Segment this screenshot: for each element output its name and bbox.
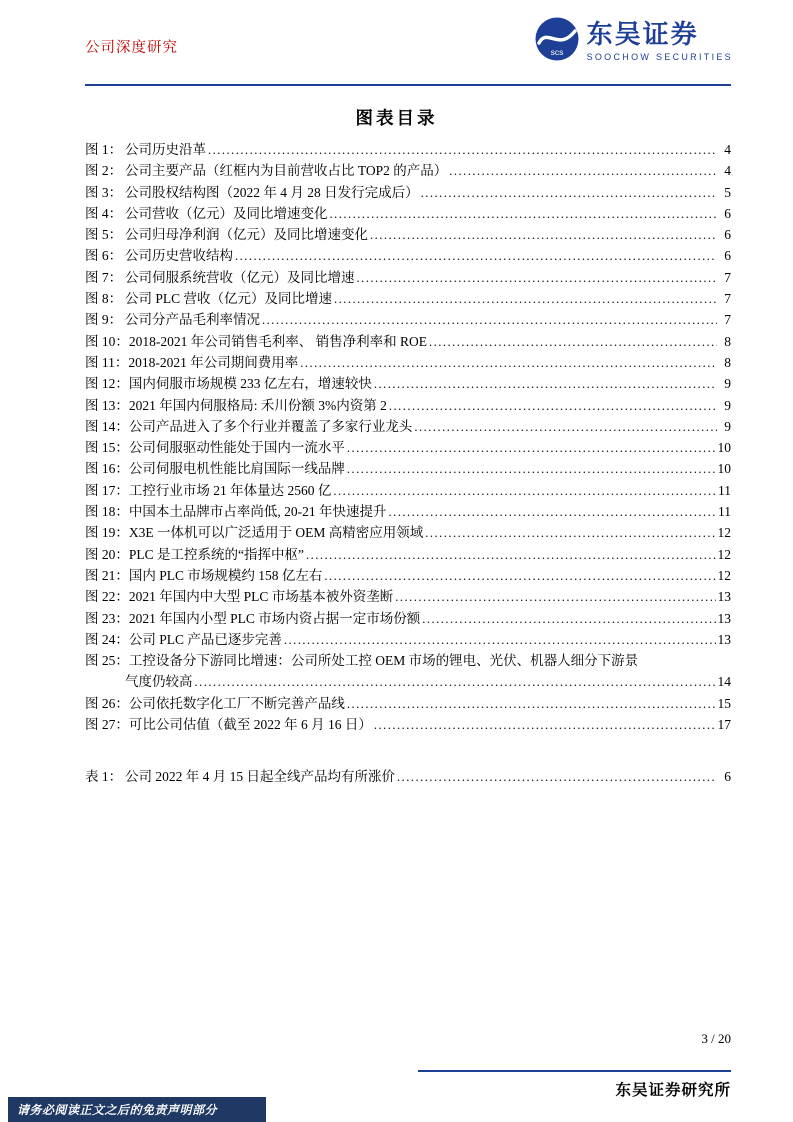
toc-entry[interactable] bbox=[85, 139, 731, 160]
toc-entry-text: 公司主要产品（红框内为目前营收占比 TOP2 的产品） bbox=[125, 163, 448, 179]
toc-entry-page: 10 bbox=[717, 461, 731, 477]
toc-entry-text: 公司依托数字化工厂不断完善产品线 bbox=[128, 695, 345, 711]
toc-dot-leader bbox=[195, 671, 716, 692]
toc-entry-text: 公司股权结构图（2022 年 4 月 28 日发行完成后） bbox=[125, 184, 419, 200]
toc-entry-text: 中国本土品牌市占率尚低, 20-21 年快速提升 bbox=[128, 504, 387, 520]
toc-entry-label: 图 8： bbox=[85, 291, 123, 307]
toc-entry-label: 图 23： bbox=[85, 610, 129, 626]
toc-dot-leader bbox=[284, 629, 716, 650]
toc-entry-page: 8 bbox=[724, 354, 731, 370]
toc-entry-label: 表 1： bbox=[85, 769, 123, 785]
toc-dot-leader bbox=[425, 522, 715, 543]
toc-entry[interactable] bbox=[85, 522, 731, 543]
toc-entry-text: 公司营收（亿元）及同比增速变化 bbox=[125, 205, 328, 221]
toc-entry-label: 图 12： bbox=[85, 376, 129, 392]
page-number: 3 / 20 bbox=[701, 1031, 731, 1046]
toc-dot-leader bbox=[330, 203, 718, 224]
toc-entry-page: 5 bbox=[724, 184, 731, 200]
toc-entry-label: 图 24： bbox=[85, 631, 129, 647]
toc-entry-text: 公司伺服系统营收（亿元）及同比增速 bbox=[125, 269, 355, 285]
brand-name-en: SOOCHOW SECURITIES bbox=[586, 51, 733, 62]
toc-entry-text: 公司 2022 年 4 月 15 日起全线产品均有所涨价 bbox=[125, 769, 395, 785]
toc-entry-text: 工控设备分下游同比增速：公司所处工控 OEM 市场的锂电、光伏、机器人细分下游景 bbox=[128, 653, 639, 669]
toc-entry[interactable] bbox=[85, 224, 731, 245]
toc-dot-leader bbox=[449, 160, 717, 181]
toc-entry-text: 2021 年国内中大型 PLC 市场基本被外资垄断 bbox=[128, 589, 394, 605]
toc-entry-text: PLC 是工控系统的“指挥中枢” bbox=[128, 546, 304, 562]
toc-entry-label: 图 2： bbox=[85, 163, 123, 179]
toc-entry-text: 公司伺服电机性能比肩国际一线品牌 bbox=[128, 461, 345, 477]
toc-entry-page: 11 bbox=[718, 482, 731, 498]
brand-name-cn: 东吴证券 bbox=[586, 20, 699, 50]
toc-entry[interactable] bbox=[85, 416, 731, 437]
toc-entry-page: 8 bbox=[724, 333, 731, 349]
toc-entry-page: 15 bbox=[717, 695, 731, 711]
toc-entry[interactable] bbox=[85, 458, 731, 479]
toc-entry[interactable] bbox=[85, 586, 731, 607]
toc-entry-label: 图 11： bbox=[85, 354, 129, 370]
toc-entry-continued[interactable] bbox=[85, 671, 731, 692]
toc-entry-text: 公司分产品毛利率情况 bbox=[125, 312, 260, 328]
toc-entry-text: 2018-2021 年公司销售毛利率、 销售净利率和 ROE bbox=[128, 333, 427, 349]
toc-dot-leader bbox=[208, 139, 717, 160]
toc-entry[interactable] bbox=[85, 352, 731, 373]
toc-dot-leader bbox=[414, 416, 717, 437]
toc-dot-leader bbox=[370, 224, 717, 245]
toc-entry-label: 图 25： bbox=[85, 653, 129, 669]
toc-entry-text: 公司历史营收结构 bbox=[125, 248, 233, 264]
toc-entry[interactable] bbox=[85, 245, 731, 266]
toc-entry-label: 图 5： bbox=[85, 227, 123, 243]
toc-entry-page: 7 bbox=[724, 312, 731, 328]
toc-dot-leader bbox=[395, 586, 715, 607]
toc-entry[interactable] bbox=[85, 480, 731, 501]
toc-entry[interactable] bbox=[85, 714, 731, 735]
toc-dot-leader bbox=[333, 480, 716, 501]
toc-dot-leader bbox=[374, 373, 717, 394]
toc-entry[interactable] bbox=[85, 182, 731, 203]
research-institute-label: 东吴证券研究所 bbox=[615, 1082, 731, 1099]
toc-dot-leader bbox=[235, 245, 717, 266]
toc-entry-text: 气度仍较高 bbox=[125, 674, 193, 690]
toc-entry-label: 图 15： bbox=[85, 440, 129, 456]
report-category-label: 公司深度研究 bbox=[85, 40, 178, 56]
toc-entry[interactable] bbox=[85, 650, 731, 671]
toc-entry-label: 图 4： bbox=[85, 205, 123, 221]
toc-entry-page: 10 bbox=[717, 440, 731, 456]
toc-entry-text: 公司归母净利润（亿元）及同比增速变化 bbox=[125, 227, 368, 243]
toc-entry[interactable] bbox=[85, 501, 731, 522]
toc-dot-leader bbox=[262, 309, 717, 330]
toc-entry-page: 13 bbox=[717, 631, 731, 647]
toc-dot-leader bbox=[300, 352, 717, 373]
brand-wordmark bbox=[587, 21, 733, 62]
toc-entry[interactable] bbox=[85, 437, 731, 458]
toc-entry-text: 国内 PLC 市场规模约 158 亿左右 bbox=[128, 567, 323, 583]
toc-entry[interactable] bbox=[85, 160, 731, 181]
toc-entry-label: 图 10： bbox=[85, 333, 129, 349]
toc-figure-list bbox=[85, 139, 731, 735]
page-title: 图表目录 bbox=[355, 108, 438, 128]
toc-entry[interactable] bbox=[85, 608, 731, 629]
toc-entry-text: 工控行业市场 21 年体量达 2560 亿 bbox=[128, 482, 332, 498]
soochow-emblem-icon bbox=[534, 16, 580, 67]
toc-entry-page: 6 bbox=[724, 769, 731, 785]
toc-entry-page: 12 bbox=[717, 546, 731, 562]
toc-entry[interactable] bbox=[85, 395, 731, 416]
toc-entry-page: 6 bbox=[724, 205, 731, 221]
toc-entry-text: 国内伺服市场规模 233 亿左右，增速较快 bbox=[128, 376, 372, 392]
toc-entry-label: 图 27： bbox=[85, 717, 129, 733]
toc-entry-text: 公司历史沿革 bbox=[125, 142, 206, 157]
toc-entry[interactable] bbox=[85, 203, 731, 224]
toc-entry-label: 图 26： bbox=[85, 695, 129, 711]
toc-dot-leader bbox=[347, 458, 716, 479]
toc-dot-leader bbox=[397, 766, 717, 787]
toc-entry-page: 7 bbox=[724, 269, 731, 285]
toc-entry-page: 7 bbox=[724, 291, 731, 307]
toc-dot-leader bbox=[347, 693, 716, 714]
toc-entry[interactable] bbox=[85, 373, 731, 394]
toc-dot-leader bbox=[306, 544, 716, 565]
toc-entry-text: 公司 PLC 营收（亿元）及同比增速 bbox=[125, 291, 333, 307]
toc-entry-page: 13 bbox=[717, 589, 731, 605]
toc-entry[interactable] bbox=[85, 288, 731, 309]
toc-entry-label: 图 14： bbox=[85, 418, 129, 434]
toc-entry-page: 17 bbox=[717, 717, 731, 733]
toc-entry-label: 图 19： bbox=[85, 525, 129, 541]
toc-dot-leader bbox=[357, 267, 718, 288]
toc-entry-label: 图 16： bbox=[85, 461, 129, 477]
toc-entry[interactable] bbox=[85, 565, 731, 586]
toc-entry-page: 6 bbox=[724, 227, 731, 243]
header-divider bbox=[85, 84, 731, 86]
footer-divider bbox=[418, 1070, 731, 1072]
toc-dot-leader bbox=[421, 182, 717, 203]
toc-entry-label: 图 9： bbox=[85, 312, 123, 328]
toc-entry-page: 9 bbox=[724, 376, 731, 392]
toc-entry-label: 图 6： bbox=[85, 248, 123, 264]
toc-dot-leader bbox=[334, 288, 717, 309]
toc-entry[interactable] bbox=[85, 766, 731, 787]
toc-entry[interactable] bbox=[85, 629, 731, 650]
toc-entry-page: 13 bbox=[717, 610, 731, 626]
toc-dot-leader bbox=[429, 331, 717, 352]
toc-entry-page: 4 bbox=[724, 142, 731, 157]
toc-entry-label: 图 3： bbox=[85, 184, 123, 200]
toc-entry-page: 12 bbox=[717, 525, 731, 541]
toc-dot-leader bbox=[389, 395, 717, 416]
toc-dot-leader bbox=[422, 608, 715, 629]
toc-entry-text: 2018-2021 年公司期间费用率 bbox=[128, 354, 299, 370]
toc-entry-text: 公司 PLC 产品已逐步完善 bbox=[128, 631, 282, 647]
toc-entry-page: 12 bbox=[717, 567, 731, 583]
toc-entry-label: 图 13： bbox=[85, 397, 129, 413]
toc-entry-label: 图 20： bbox=[85, 546, 129, 562]
toc-entry-page: 9 bbox=[724, 397, 731, 413]
emblem-text: scs bbox=[550, 47, 563, 57]
toc-dot-leader bbox=[374, 714, 716, 735]
toc-entry-label: 图 18： bbox=[85, 504, 129, 520]
brand-logo bbox=[534, 16, 733, 67]
toc-entry-label: 图 21： bbox=[85, 567, 129, 583]
toc-entry[interactable] bbox=[85, 309, 731, 330]
toc-entry[interactable] bbox=[85, 267, 731, 288]
toc-entry-label: 图 1： bbox=[85, 142, 123, 157]
toc-entry-text: X3E 一体机可以广泛适用于 OEM 高精密应用领域 bbox=[128, 525, 424, 541]
toc-entry[interactable] bbox=[85, 693, 731, 714]
toc-entry-page: 9 bbox=[724, 418, 731, 434]
toc-dot-leader bbox=[389, 501, 717, 522]
toc-entry-text: 公司产品进入了多个行业并覆盖了多家行业龙头 bbox=[128, 418, 413, 434]
toc-table-list bbox=[85, 766, 731, 787]
toc-dot-leader bbox=[347, 437, 716, 458]
figure-table-of-contents bbox=[85, 139, 731, 788]
toc-entry-label: 图 7： bbox=[85, 269, 123, 285]
toc-entry-page: 11 bbox=[718, 504, 731, 520]
disclaimer-banner: 请务必阅读正文之后的免责声明部分 bbox=[8, 1097, 266, 1122]
toc-entry-page: 14 bbox=[717, 674, 731, 690]
toc-entry-text: 公司伺服驱动性能处于国内一流水平 bbox=[128, 440, 345, 456]
toc-entry-label: 图 17： bbox=[85, 482, 129, 498]
toc-entry-text: 2021 年国内伺服格局: 禾川份额 3%内资第 2 bbox=[128, 397, 387, 413]
toc-entry[interactable] bbox=[85, 331, 731, 352]
toc-entry-page: 6 bbox=[724, 248, 731, 264]
toc-entry-text: 2021 年国内小型 PLC 市场内资占据一定市场份额 bbox=[128, 610, 421, 626]
toc-entry-text: 可比公司估值（截至 2022 年 6 月 16 日） bbox=[128, 717, 372, 733]
toc-entry[interactable] bbox=[85, 544, 731, 565]
toc-dot-leader bbox=[324, 565, 715, 586]
toc-entry-label: 图 22： bbox=[85, 589, 129, 605]
toc-entry-page: 4 bbox=[724, 163, 731, 179]
